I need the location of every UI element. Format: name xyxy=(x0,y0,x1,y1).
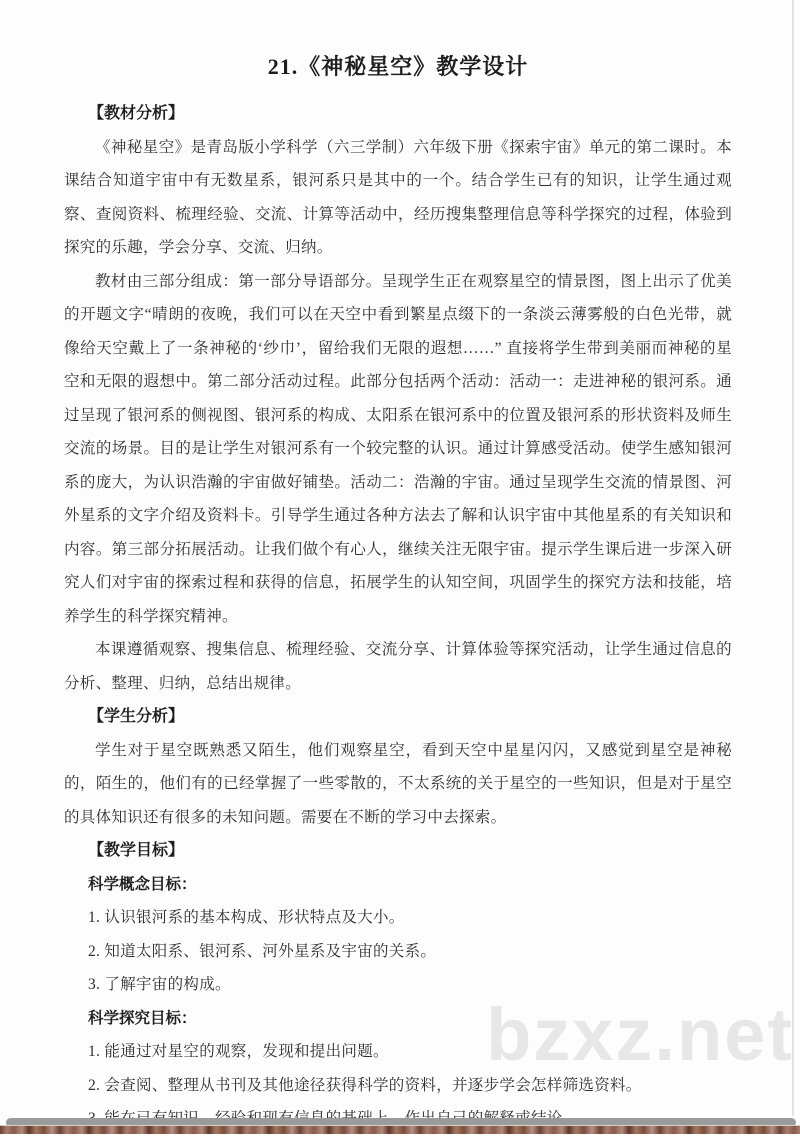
page-title: 21.《神秘星空》教学设计 xyxy=(267,54,529,79)
list-item: 2. 会查阅、整理从书刊及其他途径获得科学的资料，并逐步学会怎样筛选资料。 xyxy=(88,1076,642,1094)
document-content xyxy=(64,50,732,1136)
section-heading-student-analysis: 【学生分析】 xyxy=(88,708,185,725)
subheading-science-concept-goals: 科学概念目标： xyxy=(88,875,197,893)
list-item: 1. 认识银河系的基本构成、形状特点及大小。 xyxy=(88,909,405,926)
list-item: 2. 知道太阳系、银河系、河外星系及宇宙的关系。 xyxy=(88,942,437,960)
paragraph-material-1: 《神秘星空》是青岛版小学科学（六三学制）六年级下册《探索宇宙》单元的第二课时。本课结合知道宇宙中有无数星系，银河系只是其中的一个。结合学生已有的知识，让学生通过观察、查阅资料、梳理经验、交流、计算等活动中，经历搜集整理信息等科学探究的过程，体验到探究的乐趣，学会分享、交流、归纳。 xyxy=(64,138,732,256)
paragraph-material-2: 教材由三部分组成：第一部分导语部分。呈现学生正在观察星空的情景图，图上出示了优美的开题文字“晴朗的夜晚，我们可以在天空中看到繁星点缀下的一条淡云薄雾般的白色光带，就像给天空戴上了一条神秘的‘纱巾’，留给我们无限的遐想……” 直接将学生带到美丽而神秘的星空和无限的遐想中。第二部分活动过程。此部分包括两个活动：活动一：走进神秘的银河系。通过呈现了银河系的侧视图、银河系的构成、太阳系在银河系中的位置及银河系的形状资料及师生交流的场景。目的是让学生对银河系有一个较完整的认识。通过计算感受活动。使学生感知银河系的庞大，为认识浩瀚的宇宙做好铺垫。活动二：浩瀚的宇宙。通过呈现学生交流的情景图、河外星系的文字介绍及资料卡。引导学生通过各种方法去了解和认识宇宙中其他星系的有关知识和内容。第三部分拓展活动。让我们做个有心人，继续关注无限宇宙。提示学生课后进一步深入研究人们对宇宙的探索过程和获得的信息，拓展学生的认知空间，巩固学生的探究方法和技能，培养学生的科学探究精神。 xyxy=(64,272,732,625)
list-item: 3. 了解宇宙的构成。 xyxy=(88,976,231,993)
section-heading-teaching-objectives: 【教学目标】 xyxy=(88,842,185,859)
page-edge-divider xyxy=(792,0,794,1116)
subheading-science-inquiry-goals: 科学探究目标： xyxy=(88,1009,197,1027)
paragraph-material-3: 本课遵循观察、搜集信息、梳理经验、交流分享、计算体验等探究活动，让学生通过信息的分析、整理、归纳，总结出规律。 xyxy=(64,641,732,692)
list-item: 1. 能通过对星空的观察，发现和提出问题。 xyxy=(88,1043,389,1060)
paragraph-student-1: 学生对于星空既熟悉又陌生，他们观察星空，看到天空中星星闪闪，又感觉到星空是神秘的，陌生的，他们有的已经掌握了一些零散的，不太系统的关于星空的一些知识，但是对于星空的具体知识还有很多的未知问题。需要在不断的学习中去探索。 xyxy=(64,741,732,826)
desktop-wood-texture-strip xyxy=(0,1125,800,1134)
section-heading-material-analysis: 【教材分析】 xyxy=(88,105,185,122)
site-watermark: bzxz.net xyxy=(486,993,794,1076)
